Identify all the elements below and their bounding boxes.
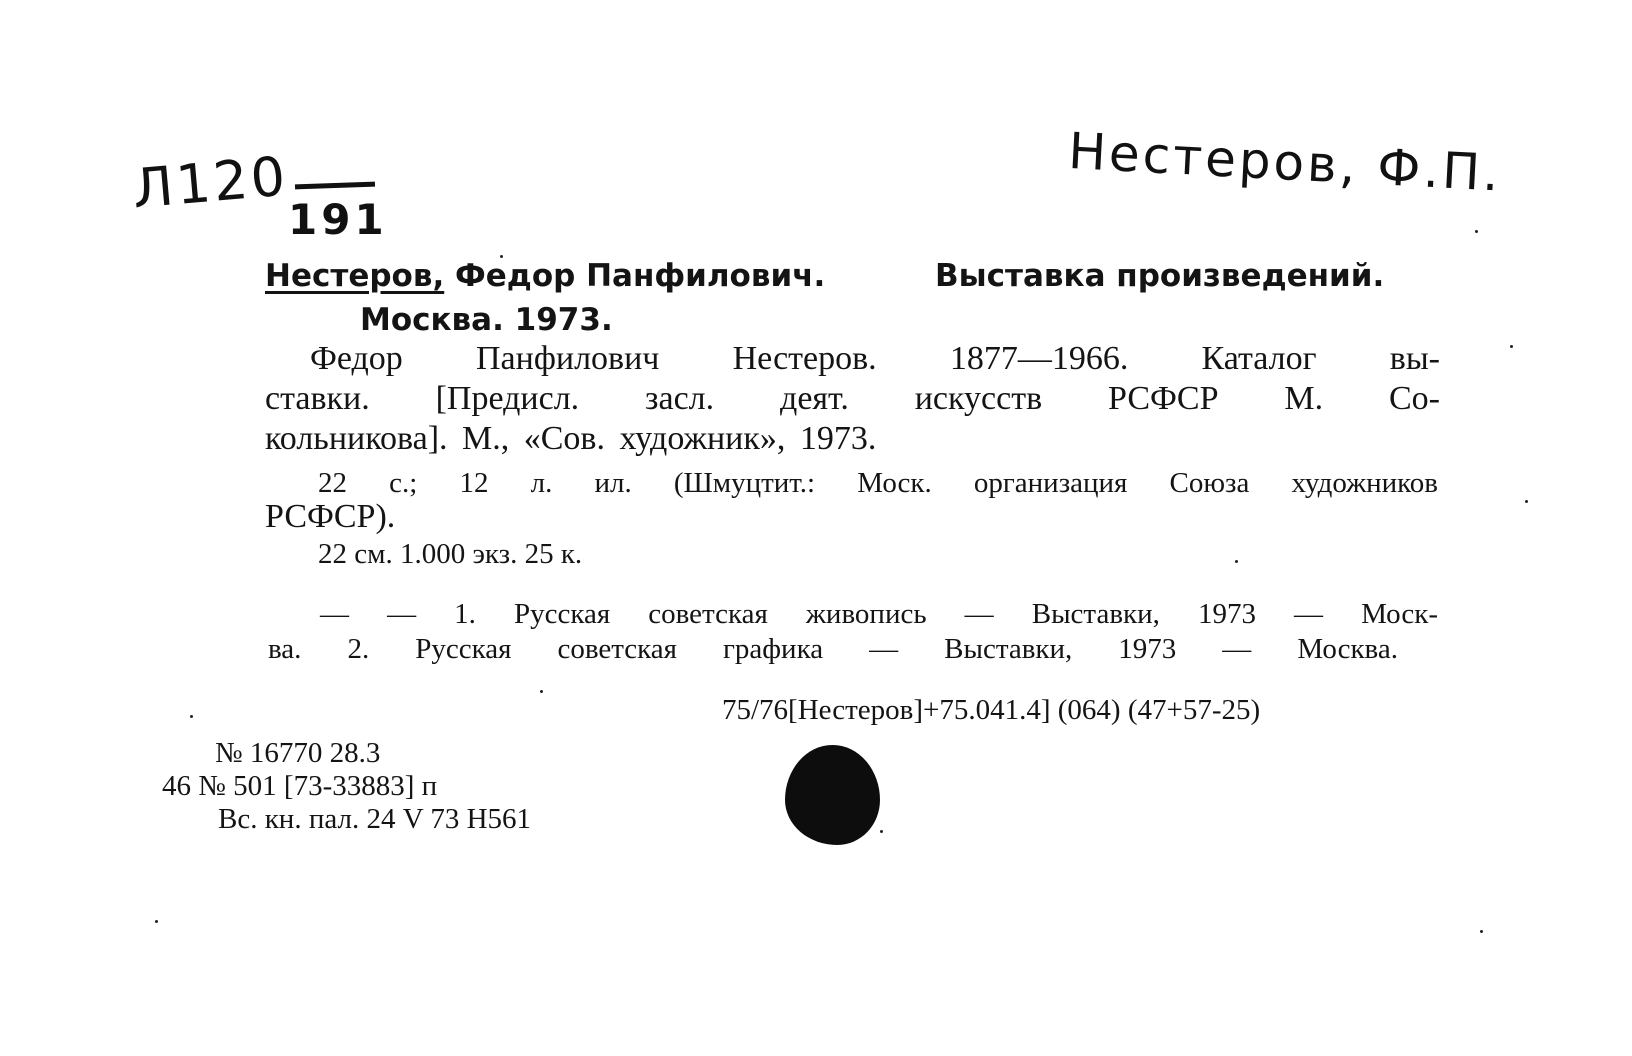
speck [1480,930,1483,933]
shelf-number: Л120 [130,144,291,221]
speck [500,255,503,258]
description-line-1: Федор Панфилович Нестеров. 1877—1966. Каталог вы- [310,340,1440,377]
heading-place-year: Москва. 1973. [360,302,613,338]
heading-title: Выставка произведений. [935,258,1385,294]
collation-line-1: 22 с.; 12 л. ил. (Шмуцтит.: Моск. организация Союза художников [318,467,1438,499]
collation-line-3: 22 см. 1.000 экз. 25 к. [318,538,583,570]
shelf-fraction-line [295,182,375,190]
speck [540,690,543,693]
speck [1475,230,1478,233]
speck [190,715,193,718]
speck [1510,345,1513,348]
collation-line-2: РСФСР). [265,498,396,535]
handwritten-author: Нестеров, Ф.П. [1066,122,1504,203]
ink-blot [785,745,880,845]
subjects-line-2: ва. 2. Русская советская графика — Выставки, 1973 — Москва. [268,633,1398,665]
speck [880,830,883,833]
shelf-subnumber: 191 [288,195,388,244]
classification-index: 75/76[Нестеров]+75.041.4] (064) (47+57-25) [722,694,1261,726]
registry-line-3: Вс. кн. пал. 24 V 73 Н561 [218,803,532,835]
heading-line [265,258,825,294]
speck [155,920,158,923]
subjects-line-1: — — 1. Русская советская живопись — Выставки, 1973 — Моск- [320,598,1438,630]
registry-line-2: 46 № 501 [73-33883] п [162,770,438,802]
speck [1235,560,1238,563]
description-line-3: кольникова]. М., «Сов. художник», 1973. [265,420,877,457]
heading-author-rest: Федор Панфилович. [444,258,826,294]
heading-author: Нестеров, [265,258,445,294]
speck [1525,500,1528,503]
description-line-2: ставки. [Предисл. засл. деят. искусств РСФСР М. Со- [265,380,1440,417]
registry-line-1: № 16770 28.3 [215,737,381,769]
